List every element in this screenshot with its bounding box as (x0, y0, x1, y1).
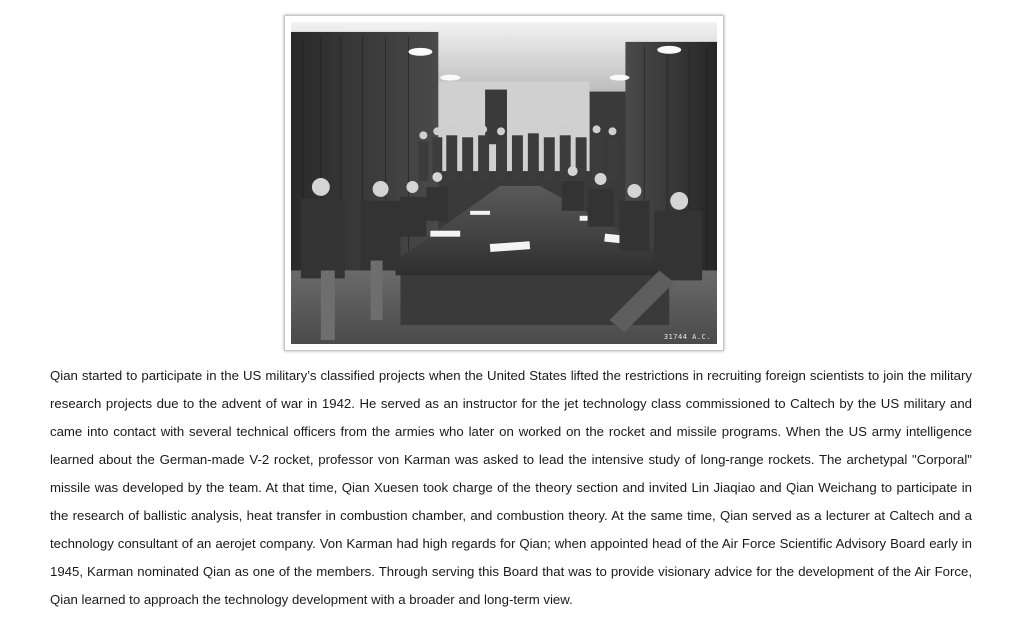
meeting-room-photo (291, 22, 717, 344)
historical-photo (291, 22, 717, 344)
photo-stamp: 31744 A.C. (663, 333, 711, 341)
article-paragraph: Qian started to participate in the US military’s classified projects when the United States lifted the restrictions in recruiting foreign scientists to join the military research projects due to the advent of war in 1942. He served as an instructor for the jet technology class commissioned to Caltech by the US military and came into contact with several technical officers from the armies who later on worked on the rocket and missile programs. When the US army intelligence learned about the German-made V-2 rocket, professor von Karman was asked to lead the intensive study of long-range rockets. The archetypal "Corporal" missile was developed by the team. At that time, Qian Xuesen took charge of the theory section and invited Lin Jiaqiao and Qian Weichang to participate in the research of ballistic analysis, heat transfer in combustion chamber, and combustion theory. At the same time, Qian served as a lecturer at Caltech and a technology consultant of an aerojet company. Von Karman had high regards for Qian; when appointed head of the Air Force Scientific Advisory Board early in 1945, Karman nominated Qian as one of the members. Through serving this Board that was to provide visionary advice for the development of the Air Force, Qian learned to approach the technology development with a broader and long-term view. (50, 368, 972, 607)
photo-frame (284, 15, 724, 351)
